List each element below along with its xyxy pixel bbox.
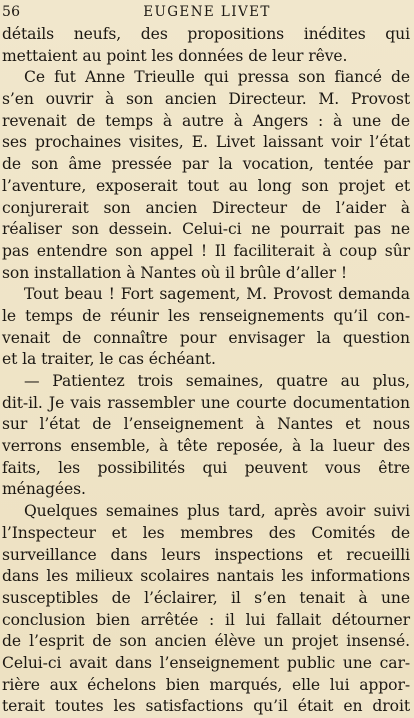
text-line: réaliser son dessein. Celui-ci ne pourrait pas ne [2,220,410,239]
text-line: faits, les possibilités qui peuvent vous être [2,458,410,477]
text-line: son installation à Nantes où il brûle d’aller ! [2,263,347,282]
text-line: mettaient au point les données de leur rêve. [2,46,348,65]
text-line: ménagées. [2,480,86,499]
text-line: de l’esprit de son ancien élève un projet insensé. [2,632,410,651]
running-header [0,2,414,22]
text-line: le temps de réunir les renseignements qu’il con- [2,306,410,325]
running-title: EUGENE LIVET [143,4,271,20]
text-line: susceptibles de l’éclairer, il s’en tenait à une [2,588,410,607]
text-line: et la traiter, le cas échéant. [2,350,216,369]
text-line: s’en ouvrir à son ancien Directeur. M. Provost [2,90,410,109]
text-line: rière aux échelons bien marqués, elle lui appor- [2,675,410,694]
text-line: venait de connaître pour envisager la question [2,328,410,347]
text-line: — Patientez trois semaines, quatre au plus, [24,372,410,390]
text-line: Quelques semaines plus tard, après avoir suivi [24,502,410,521]
text-line: ses prochaines visites, E. Livet laissant voir l’état [2,133,410,152]
text-line: conclusion bien arrêtée : il lui fallait détourner [2,610,410,629]
text-line: conjurerait son ancien Directeur de l’aider à [2,198,410,217]
text-line: l’aventure, exposerait tout au long son projet et [2,176,410,195]
text-line: revenait de temps à autre à Angers : à une de [2,111,410,130]
text-line: terait toutes les satisfactions qu’il était en droit [2,697,410,716]
text-line: verrons ensemble, à tête reposée, à la lueur des [2,437,410,456]
text-line: Ce fut Anne Trieulle qui pressa son fiancé de [24,68,410,87]
text-line: Celui-ci avait dans l’enseignement public une car- [2,653,410,672]
text-line: détails neufs, des propositions inédites qui [2,25,410,43]
text-line: de son âme pressée par la vocation, tentée par [2,155,410,174]
text-line: dit-il. Je vais rassembler une courte documentation [2,393,410,412]
page-number: 56 [2,4,21,20]
text-line: l’Inspecteur et les membres des Comités de [2,523,410,542]
text-line: Tout beau ! Fort sagement, M. Provost demanda [24,285,410,304]
text-line: surveillance dans leurs inspections et recueilli [2,545,410,564]
text-line: dans les milieux scolaires nantais les informations [2,567,410,586]
body-text [0,24,414,718]
text-line: pas entendre son appel ! Il faciliterait à coup sûr [2,241,410,260]
text-line: sur l’état de l’enseignement à Nantes et nous [2,415,410,434]
